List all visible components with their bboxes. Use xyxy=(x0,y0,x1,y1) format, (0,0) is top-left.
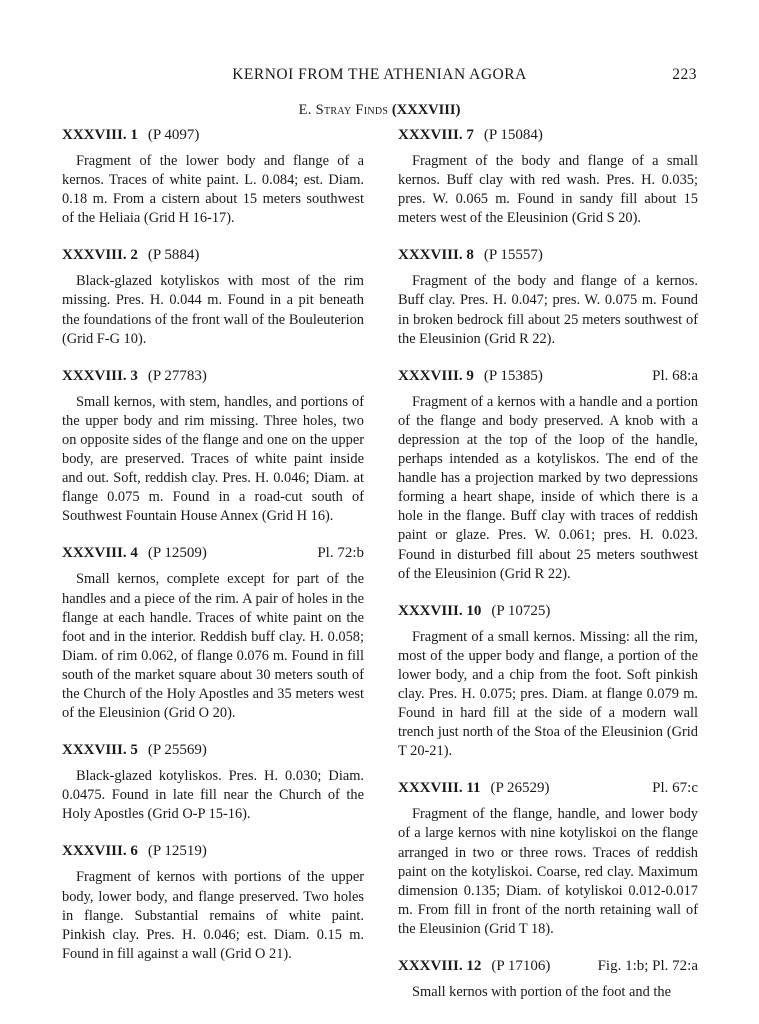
entry-inventory: (P 12509) xyxy=(147,545,207,562)
entry-number: XXXVIII. 5 xyxy=(62,742,138,759)
entry-heading xyxy=(398,955,698,977)
running-head-title: KERNOI FROM THE ATHENIAN AGORA xyxy=(232,66,527,83)
entry-description: Fragment of the body and flange of a small kernos. Buff clay with red wash. Pres. H. 0.035; pres. W. 0.065 m. Found in sandy fill about 15 meters west of the Eleusinion (Grid S 20). xyxy=(398,153,698,227)
catalogue-entry xyxy=(62,244,364,348)
entry-inventory: (P 4097) xyxy=(147,127,200,143)
right-column xyxy=(398,124,698,1002)
entry-number: XXXVIII. 9 xyxy=(398,367,474,384)
entry-heading xyxy=(398,124,698,146)
entry-description: Small kernos, with stem, handles, and portions of the upper body and rim missing. Three holes, two on opposite sides of the flange and one on the upper body, are preserved. Traces of white paint inside and out. Soft, reddish clay. Pres. H. 0.046; Diam. at flange 0.075 m. Found in a road-cut south of Southwest Fountain House Annex (Grid H 16). xyxy=(62,393,364,525)
catalogue-entry xyxy=(398,600,698,762)
left-column xyxy=(62,124,364,980)
entry-number: XXXVIII. 2 xyxy=(62,247,138,264)
entry-number: XXXVIII. 10 xyxy=(398,602,482,619)
entry-number: XXXVIII. 3 xyxy=(62,367,138,384)
entry-inventory: (P 10725) xyxy=(491,602,551,619)
entry-inventory: (P 12519) xyxy=(147,843,207,860)
catalogue-entry xyxy=(62,124,364,228)
entry-heading xyxy=(62,244,364,266)
entry-heading xyxy=(62,124,364,146)
entry-description: Fragment of a kernos with a handle and a portion of the flange and body preserved. A knob with a depression at the top of the loop of the handle, perhaps intended as a kotyliskos. The end of the handle has a projection marked by two depressions forming a heart shape, inside of which there is a hole in the flange. Buff clay with traces of reddish paint or glaze. Pres. W. 0.061; pres. H. 0.023. Found in disturbed fill about 25 meters southwest of the Eleusinion (Grid R 22). xyxy=(398,393,698,582)
entry-description: Fragment of the lower body and flange of a kernos. Traces of white paint. L. 0.084; est. Diam. 0.18 m. From a cistern about 15 meters southwest of the Heliaia (Grid H 16-17). xyxy=(62,153,364,227)
entry-heading xyxy=(62,739,364,761)
entry-number: XXXVIII. 1 xyxy=(62,127,138,143)
catalogue-entry xyxy=(398,244,698,348)
entry-description: Fragment of the body and flange of a kernos. Buff clay. Pres. H. 0.047; pres. W. 0.075 m. Found in broken bedrock fill about 25 meters southwest of the Eleusinion (Grid R 22). xyxy=(398,273,698,347)
section-catalogue-range: (XXXVIII) xyxy=(391,102,461,118)
catalogue-entry xyxy=(62,840,364,963)
entry-description: Small kernos, complete except for part of the handles and a piece of the rim. A pair of holes in the flange at each handle. Traces of white paint on the foot and in the interior. Reddish buff clay. H. 0.058; Diam. of rim 0.062, of flange 0.076 m. Found in fill south of the market square about 30 meters south of the Church of the Holy Apostles and 35 meters west of the Eleusinion (Grid O 20). xyxy=(62,571,364,722)
catalogue-entry xyxy=(398,124,698,228)
entry-heading xyxy=(62,542,364,564)
entry-plate: Pl. 67:c xyxy=(652,780,698,797)
entry-plate: Fig. 1:b; Pl. 72:a xyxy=(597,958,698,974)
entry-heading xyxy=(398,600,698,622)
entry-inventory: (P 27783) xyxy=(147,367,207,384)
entry-description: Black-glazed kotyliskos. Pres. H. 0.030; Diam. 0.0475. Found in late fill near the Church of the Holy Apostles (Grid O-P 15-16). xyxy=(62,768,364,823)
entry-description: Small kernos with portion of the foot and the xyxy=(412,984,671,1000)
catalogue-entry xyxy=(398,955,698,1002)
entry-inventory: (P 26529) xyxy=(490,780,550,797)
entry-heading xyxy=(62,840,364,862)
entry-inventory: (P 5884) xyxy=(147,247,200,264)
entry-number: XXXVIII. 4 xyxy=(62,545,138,562)
entry-inventory: (P 25569) xyxy=(147,742,207,759)
entry-heading xyxy=(398,777,698,799)
entry-description: Fragment of the flange, handle, and lower body of a large kernos with nine kotyliskoi on the flange arranged in two or three rows. Traces of reddish paint on the kotyliskoi. Coarse, red clay. Maximum dimension 0.135; Diam. of kotyliskoi 0.012-0.017 m. From fill in front of the north retaining wall of the Eleusinion (Grid T 18). xyxy=(398,806,698,937)
entry-number: XXXVIII. 11 xyxy=(398,780,481,797)
section-heading xyxy=(62,102,697,119)
entry-inventory: (P 17106) xyxy=(491,958,551,974)
catalogue-entry xyxy=(62,365,364,527)
catalogue-entry xyxy=(62,542,364,723)
catalogue-entry xyxy=(398,777,698,939)
catalogue-entry xyxy=(62,739,364,824)
entry-number: XXXVIII. 8 xyxy=(398,247,474,264)
entry-description: Fragment of a small kernos. Missing: all the rim, most of the upper body and flange, a portion of the lower body, and a chip from the foot. Soft pinkish clay. Pres. H. 0.075; pres. Diam. at flange 0.079 m. Found in hard fill at the side of a modern wall trench just north of the Stoa of the Eleusinion (Grid T 20-21). xyxy=(398,628,698,760)
entry-plate: Pl. 72:b xyxy=(317,545,364,562)
entry-number: XXXVIII. 7 xyxy=(398,127,474,143)
entry-description: Fragment of kernos with portions of the upper body, lower body, and flange preserved. Two holes in flange. Substantial remains of white paint. Pinkish clay. Pres. H. 0.046; est. Diam. 0.15 m. Found in fill against a wall (Grid O 21). xyxy=(62,869,364,962)
entry-inventory: (P 15385) xyxy=(483,367,543,384)
entry-heading xyxy=(398,365,698,387)
page-number: 223 xyxy=(672,66,697,83)
entry-heading xyxy=(398,244,698,266)
entry-inventory: (P 15084) xyxy=(483,127,543,143)
entry-number: XXXVIII. 6 xyxy=(62,843,138,860)
entry-heading xyxy=(62,365,364,387)
entry-plate: Pl. 68:a xyxy=(652,367,698,384)
entry-inventory: (P 15557) xyxy=(483,247,543,264)
section-title: E. Stray Finds xyxy=(298,102,389,118)
entry-number: XXXVIII. 12 xyxy=(398,958,482,974)
catalogue-entry xyxy=(398,365,698,584)
entry-description: Black-glazed kotyliskos with most of the rim missing. Pres. H. 0.044 m. Found in a pit beneath the foundations of the front wall of the Bouleuterion (Grid F-G 10). xyxy=(62,273,364,347)
